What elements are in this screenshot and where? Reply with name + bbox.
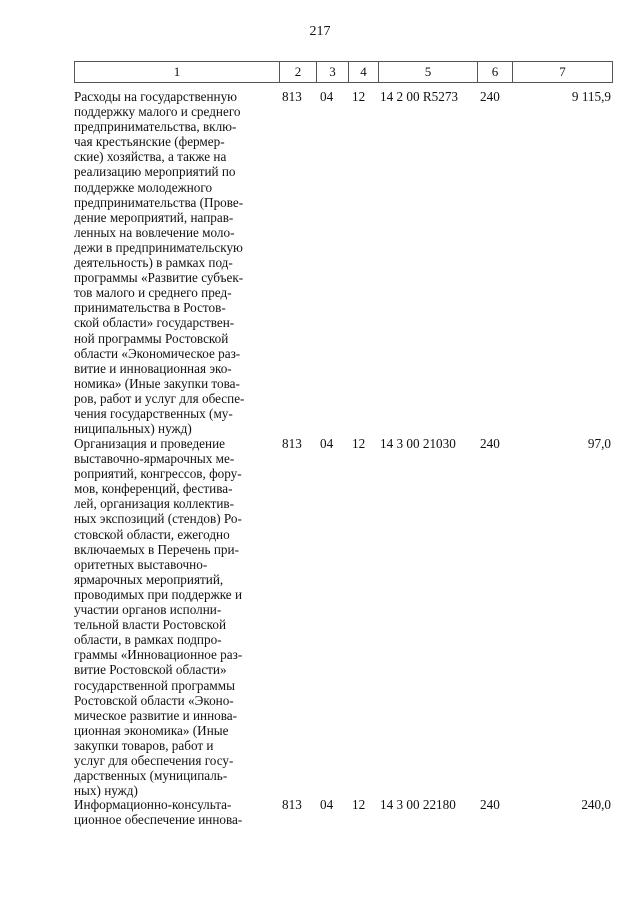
desc-line: лей, организация коллектив- [74,496,235,512]
desc-line: Расходы на государственную [74,89,238,104]
desc-line: ниципальных) нужд) [74,421,192,437]
desc-line: тельной власти Ростовской [74,617,227,633]
cell-target-article: 14 3 00 22180 [380,797,456,812]
desc-line: мов, конференций, фестива- [74,481,233,497]
desc-line: ярмарочных мероприятий, [74,571,224,587]
cell-section: 04 [320,436,334,451]
desc-line: граммы «Инновационное раз- [74,647,243,663]
cell-subsection: 12 [352,436,366,451]
desc-line: номика» (Иные закупки това- [74,375,240,391]
desc-line: области, в рамках подпро- [74,632,222,648]
cell-amount: 9 115,9 [571,89,611,104]
cell-expense-type: 240 [480,797,500,812]
desc-line: витие и инновационная эко- [74,360,232,376]
desc-line: ной программы Ростовской [74,330,229,346]
desc-line: проводимых при поддержке и [74,586,242,602]
desc-line: деятельность) в рамках под- [74,255,233,271]
desc-line: включаемых в Перечень при- [74,541,239,557]
desc-line: услуг для обеспечения госу- [74,752,234,768]
cell-amount: 240,0 [581,797,611,812]
desc-line: закупки товаров, работ и [74,737,214,753]
desc-line: ционное обеспечение иннова- [74,812,243,828]
header-col-6: 6 [477,62,512,82]
desc-line: ных экспозиций (стендов) Ро- [74,511,242,527]
row-description [74,436,274,798]
row-description [74,89,274,436]
desc-line: предпринимательства, вклю- [74,119,237,135]
desc-line: реализацию мероприятий по [74,164,236,180]
cell-ministry-code: 813 [282,797,302,812]
budget-table [74,61,613,828]
desc-line: стовской области, ежегодно [74,526,230,542]
desc-line: ские) хозяйства, а также на [74,149,227,165]
cell-target-article: 14 3 00 21030 [380,436,456,451]
desc-line: ской области» государствен- [74,315,235,331]
table-header-row [74,61,613,83]
desc-line: дение мероприятий, направ- [74,209,234,225]
desc-line: предпринимательства (Прове- [74,194,244,210]
page-number: 217 [309,24,331,39]
desc-line: программы «Развитие субъек- [74,270,244,286]
header-col-2: 2 [279,62,316,82]
desc-line: чения государственных (му- [74,405,233,421]
desc-line: роприятий, конгрессов, фору- [74,466,242,482]
desc-line: тов малого и среднего пред- [74,285,232,301]
cell-subsection: 12 [352,89,366,104]
desc-line: поддержку малого и среднего [74,104,241,120]
cell-section: 04 [320,89,334,104]
desc-line: ных) нужд) [74,783,138,799]
desc-line: Информационно-консульта- [74,797,232,812]
desc-line: Организация и проведение [74,436,225,451]
header-col-3: 3 [316,62,348,82]
cell-ministry-code: 813 [282,436,302,451]
cell-section: 04 [320,797,334,812]
row-description [74,797,274,827]
desc-line: поддержке молодежного [74,179,213,195]
cell-amount: 97,0 [587,436,611,451]
cell-target-article: 14 2 00 R5273 [380,89,459,104]
header-col-7: 7 [512,62,612,82]
cell-ministry-code: 813 [282,89,302,104]
desc-line: государственной программы [74,677,235,693]
desc-line: оритетных выставочно- [74,556,208,572]
desc-line: мическое развитие и иннова- [74,707,238,723]
desc-line: участии органов исполни- [74,602,222,618]
desc-line: ров, работ и услуг для обеспе- [74,390,245,406]
header-col-4: 4 [348,62,378,82]
cell-expense-type: 240 [480,89,500,104]
desc-line: ционная экономика» (Иные [74,722,229,738]
desc-line: выставочно-ярмарочных ме- [74,451,235,467]
desc-line: чая крестьянские (фермер- [74,134,225,150]
desc-line: области «Экономическое раз- [74,345,241,361]
desc-line: дарственных (муниципаль- [74,768,228,784]
cell-subsection: 12 [352,797,366,812]
desc-line: дежи в предпринимательскую [74,239,243,255]
desc-line: принимательства в Ростов- [74,300,226,316]
desc-line: Ростовской области «Эконо- [74,692,234,708]
cell-expense-type: 240 [480,436,500,451]
header-col-1: 1 [173,64,181,79]
desc-line: витие Ростовской области» [74,662,227,678]
header-col-5: 5 [378,62,477,82]
desc-line: ленных на вовлечение моло- [74,224,235,240]
